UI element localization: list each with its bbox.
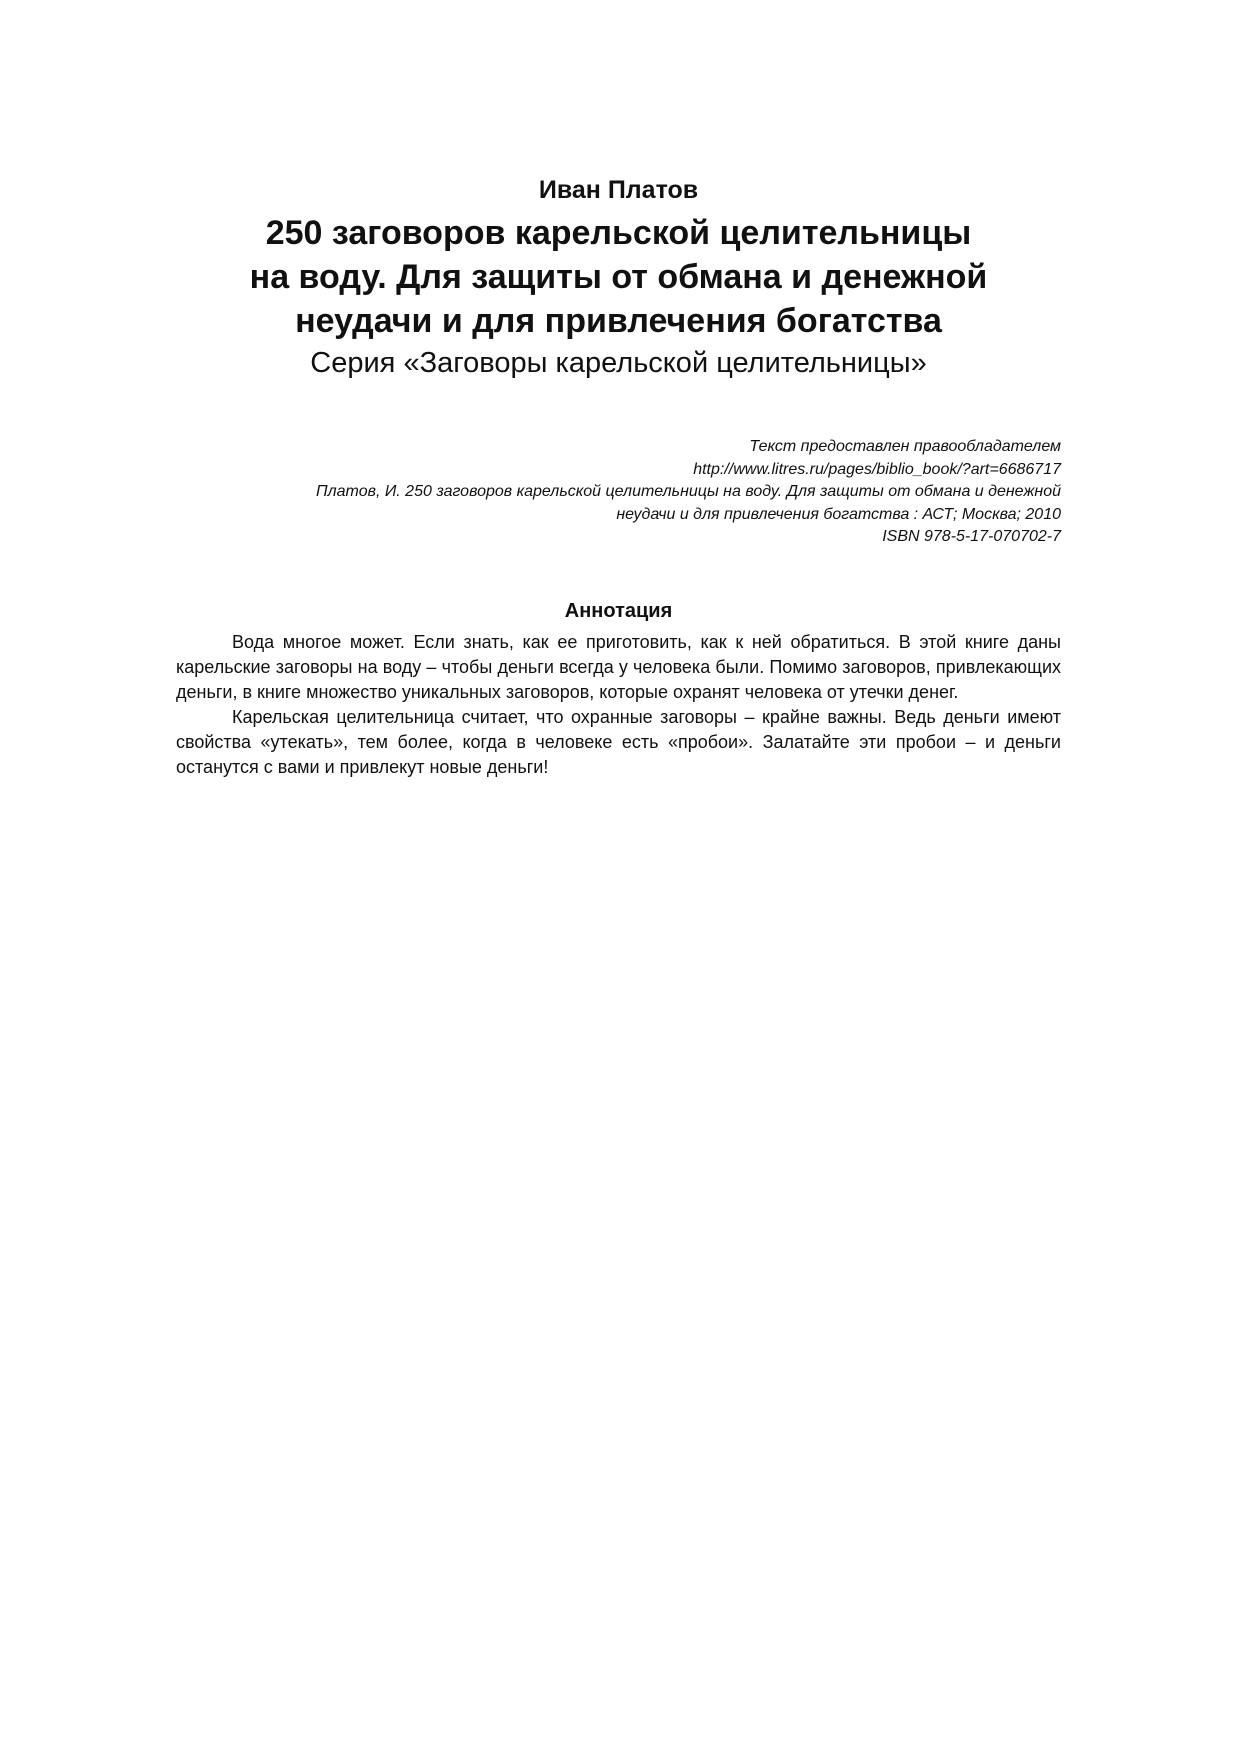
citation-line: неудачи и для привлечения богатства : АСТ; Москва; 2010 [616,505,1061,523]
citation-line: Платов, И. 250 заговоров карельской целительницы на воду. Для защиты от обмана и денежной [316,483,1061,500]
annotation-body [176,630,1061,780]
source-url: http://www.litres.ru/pages/biblio_book/?art=6686717 [693,460,1061,478]
book-title [176,211,1061,343]
title-line: 250 заговоров карельской целительницы [265,214,972,252]
author-name: Иван Платов [538,176,699,204]
annotation-paragraph: Карельская целительница считает, что охранные заговоры – крайне важны. Ведь деньги имеют свойства «утекать», тем более, когда в человеке есть «пробои». Залатайте эти пробои – и деньги останутся с вами и привлекут новые деньги! [176,707,1061,777]
series-name: Серия «Заговоры карельской целительницы» [310,347,927,379]
title-line: на воду. Для защиты от обмана и денежной [249,258,988,296]
annotation-paragraph: Вода многое может. Если знать, как ее приготовить, как к ней обратиться. В этой книге даны карельские заговоры на воду – чтобы деньги всегда у человека были. Помимо заговоров, привлекающих деньги, в книге множество уникальных заговоров, которые охранят человека от утечки денег. [176,632,1061,702]
annotation-heading: Аннотация [564,600,673,622]
isbn: ISBN 978-5-17-070702-7 [882,528,1061,545]
title-line: неудачи и для привлечения богатства [295,302,942,340]
publication-info [176,436,1061,549]
rights-holder-note: Текст предоставлен правообладателем [749,438,1061,455]
